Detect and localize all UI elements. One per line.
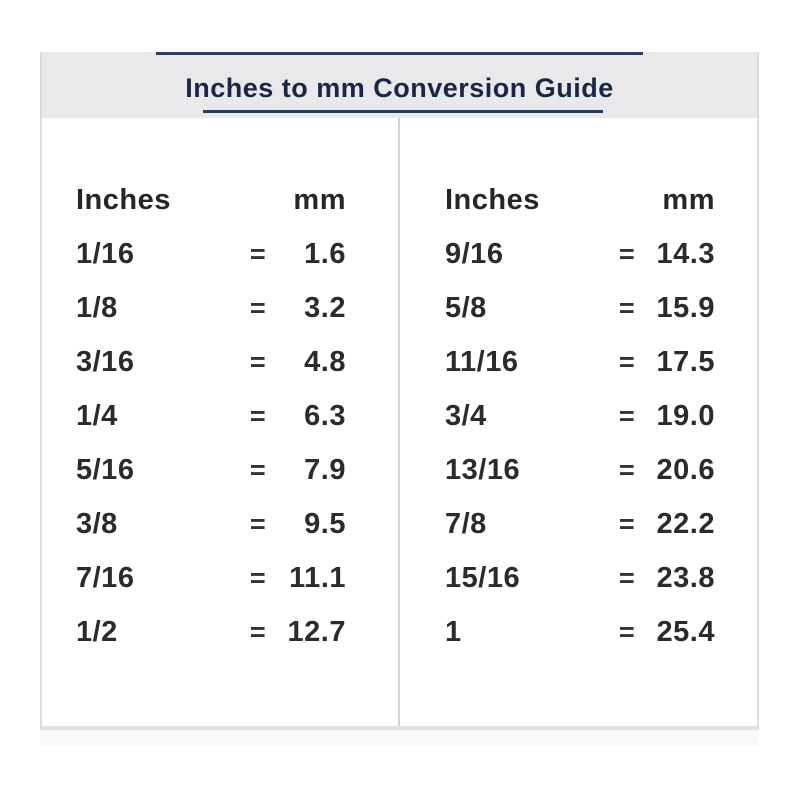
table-row: [76, 335, 346, 389]
inches-value: 9/16: [445, 237, 504, 270]
equals-sign: =: [249, 292, 267, 323]
equals-sign: =: [249, 346, 267, 377]
inches-value: 1/4: [76, 399, 118, 432]
mm-value: 15.9: [656, 291, 715, 324]
table-row: [445, 227, 715, 281]
mm-value: 25.4: [656, 615, 715, 648]
inches-value: 15/16: [445, 561, 521, 594]
equals-sign: =: [618, 454, 636, 485]
equals-sign: =: [249, 562, 267, 593]
equals-sign: =: [249, 400, 267, 431]
mm-value: 7.9: [304, 453, 346, 486]
inches-value: 5/16: [76, 453, 135, 486]
mm-value: 3.2: [304, 291, 346, 324]
mm-value: 17.5: [656, 345, 715, 378]
table-row: [76, 605, 346, 659]
mm-value: 4.8: [304, 345, 346, 378]
mm-value: 1.6: [304, 237, 346, 270]
equals-sign: =: [618, 562, 636, 593]
equals-sign: =: [249, 616, 267, 647]
header-top-rule: [156, 52, 642, 55]
inches-value: 1/2: [76, 615, 118, 648]
table-row: [445, 497, 715, 551]
inches-value: 5/8: [445, 291, 487, 324]
table-row: [76, 551, 346, 605]
table-row: [445, 389, 715, 443]
inches-column-header: Inches: [76, 183, 171, 216]
equals-sign: =: [618, 346, 636, 377]
inches-column-header: Inches: [445, 183, 540, 216]
table-row: [445, 281, 715, 335]
mm-value: 22.2: [656, 507, 715, 540]
conversion-column-right: [400, 118, 757, 726]
inches-value: 1: [445, 615, 462, 648]
table-row: [445, 335, 715, 389]
equals-sign: =: [618, 292, 636, 323]
table-row: [76, 227, 346, 281]
inches-value: 1/16: [76, 237, 135, 270]
inches-value: 7/16: [76, 561, 135, 594]
inches-value: 3/8: [76, 507, 118, 540]
mm-value: 23.8: [656, 561, 715, 594]
mm-value: 19.0: [656, 399, 715, 432]
conversion-guide-table: [40, 52, 759, 730]
mm-value: 14.3: [656, 237, 715, 270]
table-row: [445, 605, 715, 659]
guide-header: [42, 52, 757, 118]
table-row: [76, 281, 346, 335]
equals-sign: =: [618, 400, 636, 431]
equals-sign: =: [618, 508, 636, 539]
mm-column-header: mm: [662, 183, 715, 216]
inches-value: 3/4: [445, 399, 487, 432]
mm-column-header: mm: [293, 183, 346, 216]
table-row: [445, 551, 715, 605]
header-bottom-rule: [203, 110, 603, 113]
table-row: [445, 443, 715, 497]
inches-value: 13/16: [445, 453, 521, 486]
page-title: Inches to mm Conversion Guide: [185, 72, 614, 103]
conversion-column-left: [42, 118, 398, 726]
guide-body: [42, 118, 757, 726]
mm-value: 6.3: [304, 399, 346, 432]
inches-value: 7/8: [445, 507, 487, 540]
table-row: [76, 443, 346, 497]
inches-value: 3/16: [76, 345, 135, 378]
equals-sign: =: [618, 616, 636, 647]
table-row: [76, 389, 346, 443]
inches-value: 11/16: [445, 345, 519, 378]
equals-sign: =: [249, 238, 267, 269]
mm-value: 20.6: [656, 453, 715, 486]
inches-value: 1/8: [76, 291, 118, 324]
column-header-row: [445, 173, 715, 227]
mm-value: 12.7: [287, 615, 346, 648]
equals-sign: =: [618, 238, 636, 269]
table-row: [76, 497, 346, 551]
equals-sign: =: [249, 508, 267, 539]
mm-value: 9.5: [304, 507, 346, 540]
mm-value: 11.1: [289, 561, 346, 594]
equals-sign: =: [249, 454, 267, 485]
column-header-row: [76, 173, 346, 227]
